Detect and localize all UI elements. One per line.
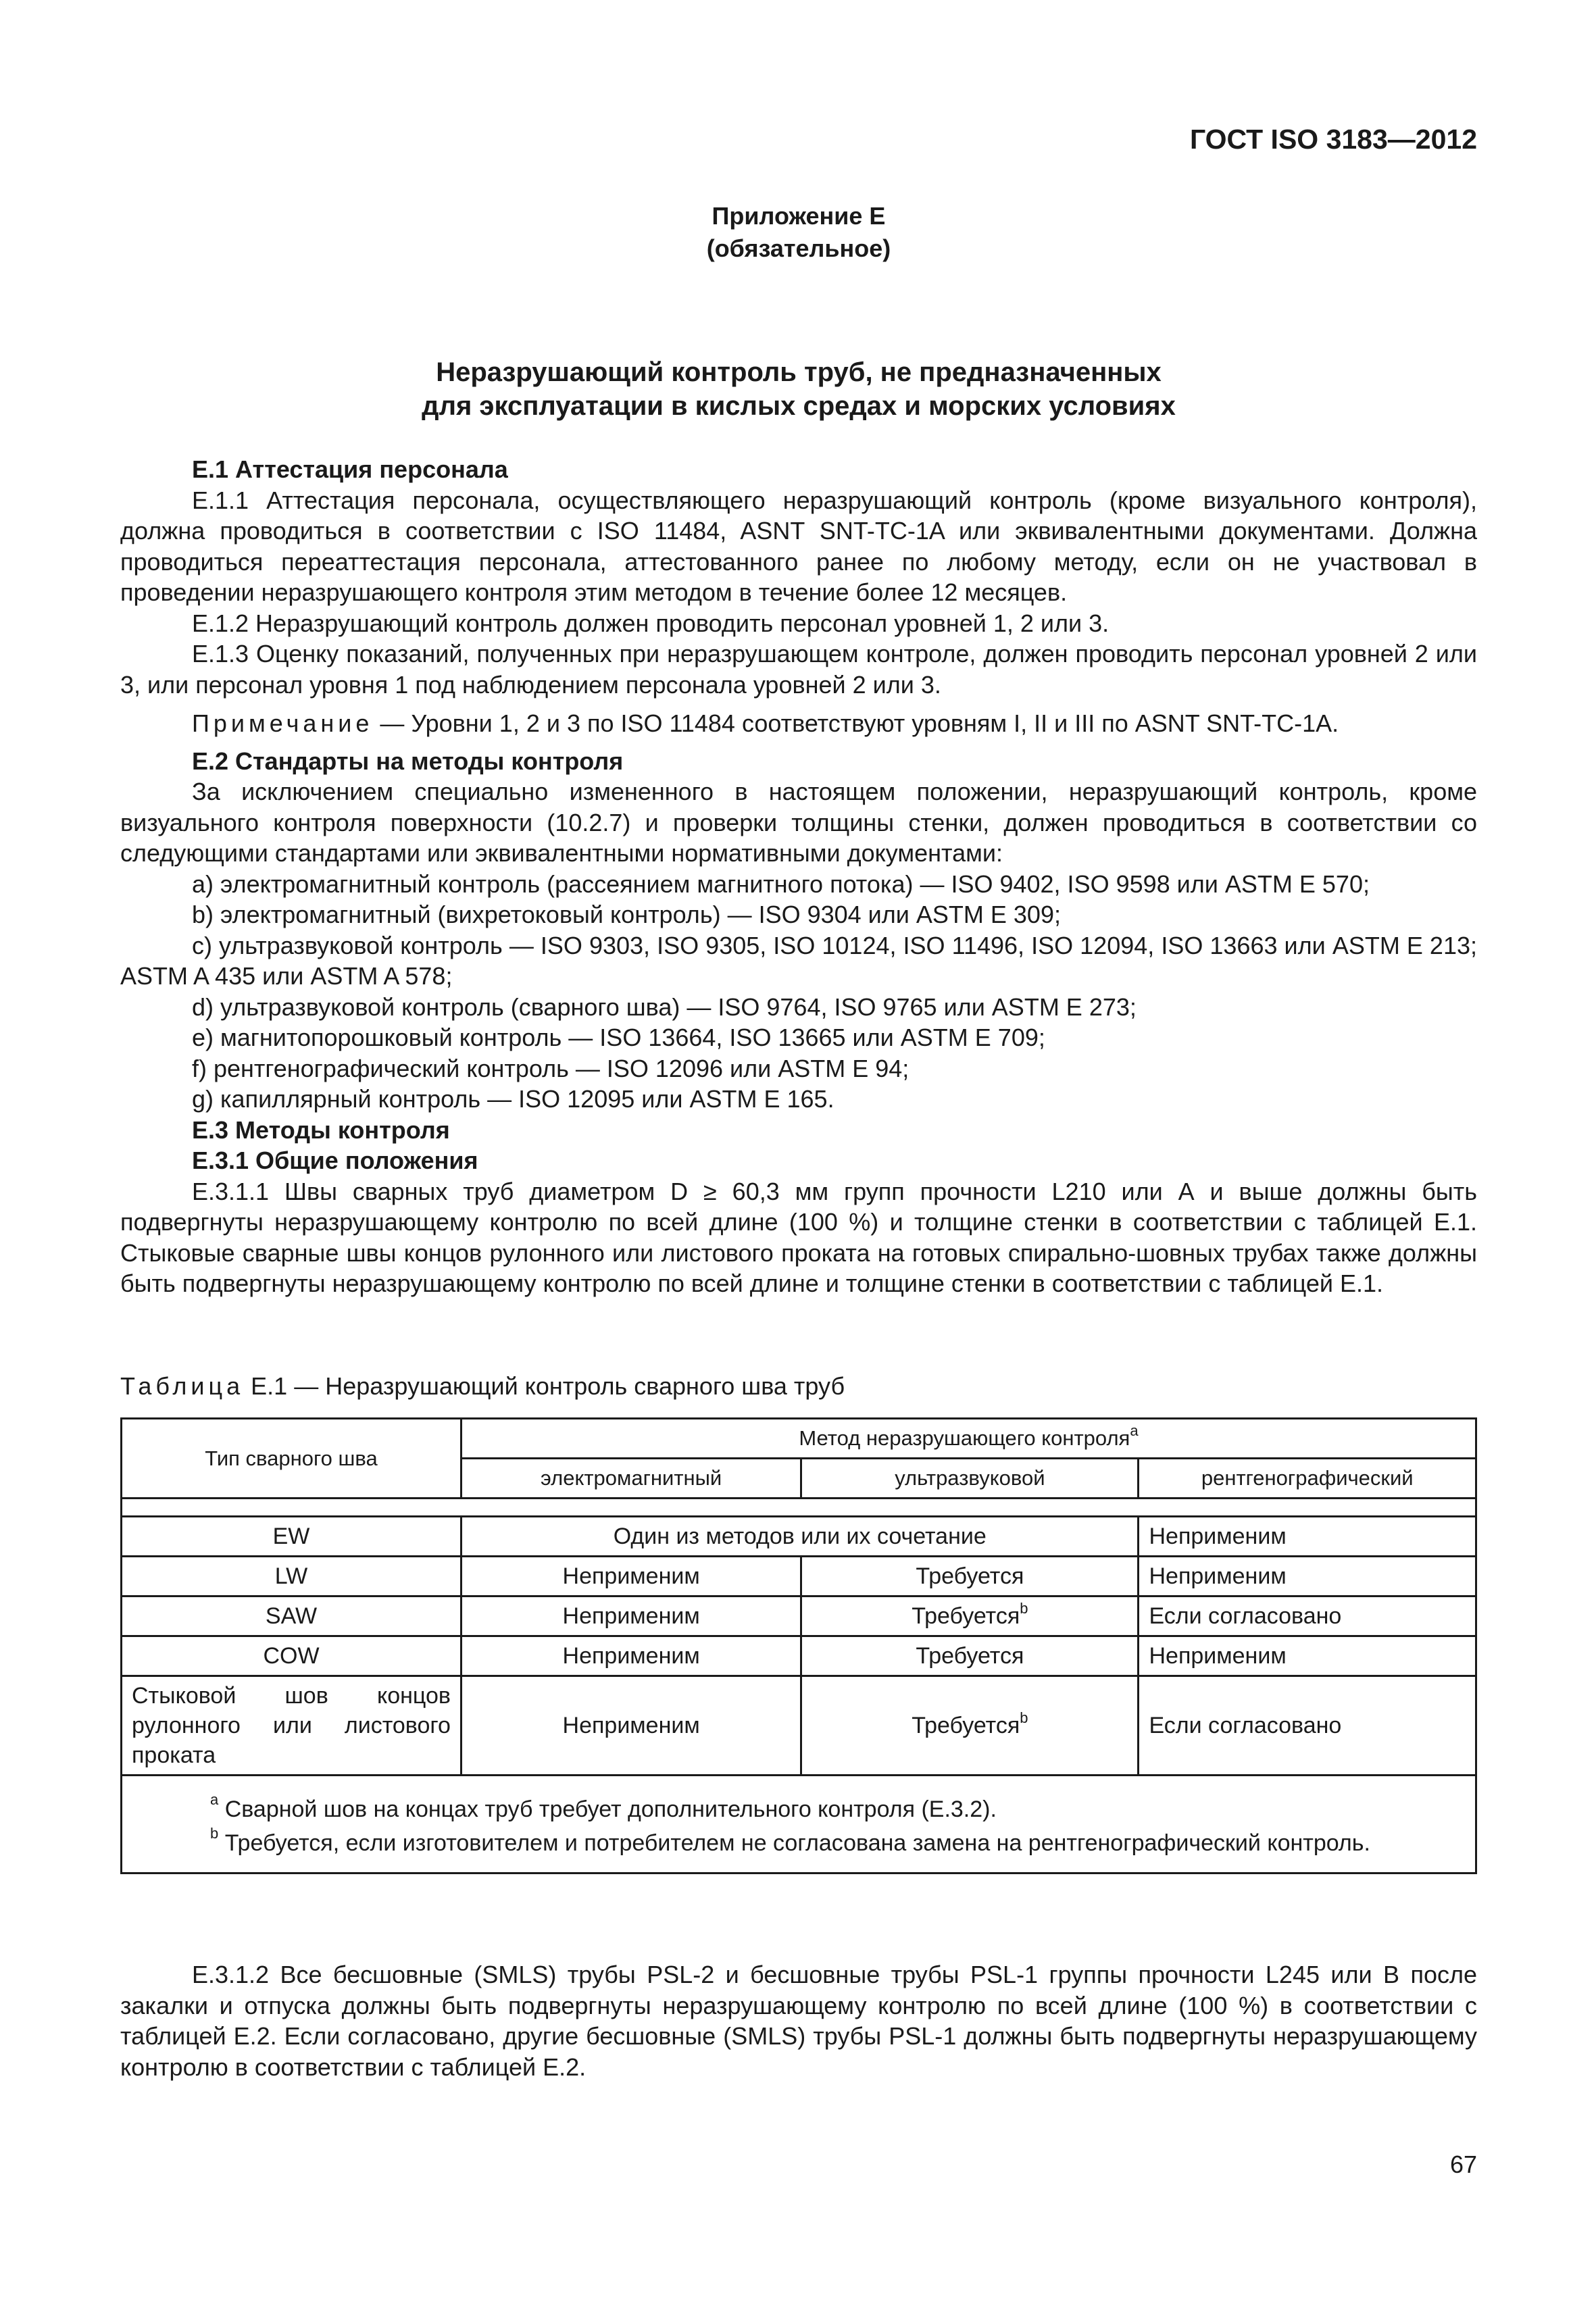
list-item-b: b) электромагнитный (вихретоковый контроль) — ISO 9304 или ASTM E 309; (192, 901, 1061, 928)
cell-radiographic: Если согласовано (1139, 1676, 1476, 1776)
cell-ultrasonic: Требуется (801, 1636, 1139, 1676)
section-heading-e3-1: Е.3.1 Общие положения (192, 1147, 478, 1174)
list-item-c: c) ультразвуковой контроль — ISO 9303, ISO 9305, ISO 10124, ISO 11496, ISO 12094, ISO 13663 или ASTM E 213; ASTM A 435 или ASTM A 578; (120, 931, 1477, 990)
cell-ultrasonic: Требуется (801, 1557, 1139, 1596)
title-line-1: Неразрушающий контроль труб, не предназначенных (436, 357, 1162, 387)
cell-electromagnetic: Неприменим (461, 1596, 801, 1636)
table-footnotes (122, 1776, 1476, 1873)
table-e1 (120, 1417, 1477, 1874)
annex-status: (обязательное) (706, 234, 891, 262)
cell-weld-type: COW (122, 1636, 462, 1676)
cell-ultrasonic: Требуется$^b$ (801, 1596, 1139, 1636)
footnote-a: $^a$ Сварной шов на концах труб требует дополнительного контроля (Е.3.2). (210, 1791, 997, 1822)
footnote-b: $^b$ Требуется, если изготовителем и потребителем не согласована замена на рентгенографический контроль. (210, 1825, 1370, 1856)
cell-weld-type: EW (122, 1517, 462, 1557)
table-caption-text: Е.1 — Неразрушающий контроль сварного шва труб (244, 1372, 845, 1400)
table-caption (120, 1370, 1477, 1403)
annex-main-title (120, 355, 1477, 423)
table-header-row (122, 1419, 1476, 1459)
cell-weld-type: SAW (122, 1596, 462, 1636)
section-heading-e3: Е.3 Методы контроля (192, 1115, 450, 1144)
header-electromagnetic: электромагнитный (461, 1459, 801, 1499)
cell-radiographic: Неприменим (1139, 1517, 1476, 1557)
table-row (122, 1517, 1476, 1557)
list-item-e: e) магнитопорошковый контроль — ISO 13664, ISO 13665 или ASTM E 709; (192, 1024, 1045, 1051)
table-row (122, 1557, 1476, 1596)
page-number: 67 (1449, 2150, 1477, 2178)
table-row (122, 1596, 1476, 1636)
table-separator (122, 1499, 1476, 1517)
annex-title (120, 200, 1477, 265)
note-label: Примечание (192, 709, 374, 737)
note-e1 (120, 708, 1477, 739)
section-heading-e2: Е.2 Стандарты на методы контроля (192, 747, 624, 775)
standard-code: ГОСТ ISO 3183—2012 (1189, 124, 1477, 155)
body-text-after-table (120, 1959, 1477, 2082)
cell-radiographic: Неприменим (1139, 1636, 1476, 1676)
clause-e1-3: Е.1.3 Оценку показаний, полученных при неразрушающем контроле, должен проводить персонал уровней 2 или 3, или персонал уровня 1 под наблюдением персонала уровней 2 или 3. (120, 640, 1477, 699)
list-item-f: f) рентгенографический контроль — ISO 12096 или ASTM E 94; (192, 1054, 909, 1082)
header-radiographic: рентгенографический (1139, 1459, 1476, 1499)
cell-em-us: Один из методов или их сочетание (461, 1517, 1139, 1557)
cell-weld-type: Стыковой шов концов рулонного или листового проката (122, 1676, 462, 1776)
clause-e3-1-1: Е.3.1.1 Швы сварных труб диаметром D ≥ 60,3 мм групп прочности L210 или А и выше должны быть подвергнуты неразрушающему контролю по всей длине (100 %) и толщине стенки в соответствии с таблицей Е.1. Стыковые сварные швы концов рулонного или листового проката на готовых спирально-шовных трубах также должны быть подвергнуты неразрушающему контролю по всей длине и толщине стенки в соответствии с таблицей Е.1. (120, 1177, 1477, 1297)
list-item-a: a) электромагнитный контроль (рассеянием магнитного потока) — ISO 9402, ISO 9598 или ASTM E 570; (192, 870, 1370, 898)
table-footnotes-row (122, 1776, 1476, 1873)
table-caption-label: Таблица (120, 1372, 245, 1400)
header-method: Метод неразрушающего контроля$^a$ (461, 1419, 1476, 1459)
table-row (122, 1676, 1476, 1776)
annex-label: Приложение Е (712, 202, 886, 230)
note-text: — Уровни 1, 2 и 3 по ISO 11484 соответствуют уровням I, II и III по ASNT SNT-TC-1A. (373, 709, 1339, 737)
cell-radiographic: Если согласовано (1139, 1596, 1476, 1636)
header-weld-type: Тип сварного шва (122, 1419, 462, 1499)
clause-e2-intro: За исключением специально измененного в настоящем положении, неразрушающий контроль, кроме визуального контроля поверхности (10.2.7) и проверки толщины стенки, должен проводиться в соответствии со следующими стандартами или эквивалентными нормативными документами: (120, 778, 1477, 867)
header-ultrasonic: ультразвуковой (801, 1459, 1139, 1499)
cell-electromagnetic: Неприменим (461, 1676, 801, 1776)
clause-e1-2: Е.1.2 Неразрушающий контроль должен проводить персонал уровней 1, 2 или 3. (192, 609, 1109, 637)
clause-e1-1: Е.1.1 Аттестация персонала, осуществляющего неразрушающий контроль (кроме визуального контроля), должна проводиться в соответствии с ISO 11484, ASNT SNT-TC-1A или эквивалентными документами. Должна проводиться переаттестация персонала, аттестованного ранее по любому методу, если он не участвовал в проведении неразрушающего контроля этим методом в течение более 12 месяцев. (120, 486, 1477, 606)
list-item-d: d) ультразвуковой контроль (сварного шва) — ISO 9764, ISO 9765 или ASTM E 273; (192, 992, 1137, 1021)
footnote-mark-a: a (1130, 1422, 1139, 1439)
title-line-2: для эксплуатации в кислых средах и морских условиях (422, 391, 1176, 421)
table-row (122, 1636, 1476, 1676)
cell-ultrasonic: Требуется$^b$ (801, 1676, 1139, 1776)
cell-weld-type: LW (122, 1557, 462, 1596)
cell-electromagnetic: Неприменим (461, 1557, 801, 1596)
section-heading-e1: Е.1 Аттестация персонала (192, 455, 508, 483)
cell-electromagnetic: Неприменим (461, 1636, 801, 1676)
list-item-g: g) капиллярный контроль — ISO 12095 или ASTM E 165. (192, 1085, 834, 1113)
body-text (120, 454, 1477, 1299)
clause-e3-1-2: Е.3.1.2 Все бесшовные (SMLS) трубы PSL-2 и бесшовные трубы PSL-1 группы прочности L245 или В после закалки и отпуска должны быть подвергнуты неразрушающему контролю по всей длине (100 %) в соответствии с таблицей Е.2. Если согласовано, другие бесшовные (SMLS) трубы PSL-1 должны быть подвергнуты неразрушающему контролю в соответствии с таблицей Е.2. (120, 1961, 1477, 2081)
cell-radiographic: Неприменим (1139, 1557, 1476, 1596)
